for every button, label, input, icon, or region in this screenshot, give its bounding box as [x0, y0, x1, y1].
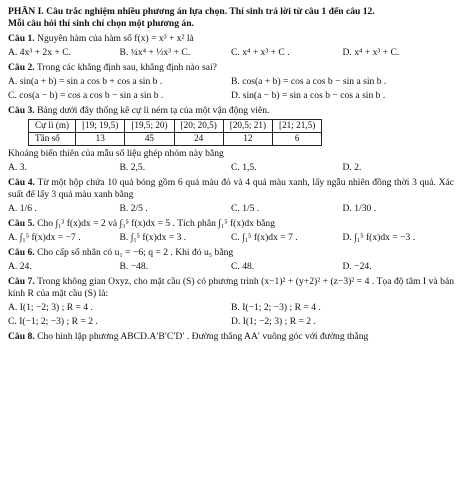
option-c[interactable]: C. ∫₁⁵ f(x)dx = 7 .: [231, 231, 298, 243]
q2-options-row1: [8, 76, 454, 88]
option-c[interactable]: C. x⁴ + x³ + C .: [231, 46, 290, 58]
option-b[interactable]: B. ¼x⁴ + ⅓x³ + C.: [119, 46, 191, 58]
option-c[interactable]: C. I(−1; 2; −3) ; R = 2 .: [8, 315, 98, 327]
question-text: Trong các khẳng định sau, khẳng định nào sai?: [36, 61, 217, 73]
question-number: Câu 3.: [8, 104, 35, 116]
question-number: Câu 7.: [8, 275, 35, 287]
option-a[interactable]: A. 4x³ + 2x + C.: [8, 46, 72, 58]
question-text: Cho hình lập phương ABCD.A′B′C′D′ . Đường thẳng AA′ vuông góc với đường thẳng: [37, 330, 369, 342]
frequency-table: [28, 119, 322, 146]
table-cell: [21; 21,5): [273, 119, 322, 132]
question-1: [8, 33, 454, 45]
q6-options: [8, 261, 454, 273]
option-c[interactable]: C. cos(a − b) = cos a cos b − sin a sin b .: [8, 89, 164, 101]
option-c[interactable]: C. 1,5.: [231, 161, 257, 173]
question-4: [8, 177, 454, 201]
table-cell: 45: [125, 132, 174, 145]
option-b[interactable]: B. −48.: [119, 260, 149, 272]
option-a[interactable]: A. I(1; −2; 3) ; R = 4 .: [8, 301, 93, 313]
option-d[interactable]: D. I(1; −2; 3) ; R = 2 .: [231, 315, 316, 327]
q1-options: [8, 47, 454, 59]
q3-options: [8, 162, 454, 174]
question-7: [8, 276, 454, 300]
question-6: [8, 247, 454, 259]
question-number: Câu 8.: [8, 330, 35, 342]
table-cell: [20; 20,5): [174, 119, 223, 132]
table-cell: 24: [174, 132, 223, 145]
option-a[interactable]: A. ∫₁⁵ f(x)dx = −7 .: [8, 231, 81, 243]
question-2: [8, 62, 454, 74]
option-d[interactable]: D. −24.: [342, 260, 372, 272]
q4-options: [8, 203, 454, 215]
question-text: Bảng dưới đây thống kê cự li ném tạ của một vận động viên.: [37, 104, 270, 116]
q5-options: [8, 232, 454, 244]
question-text: Nguyên hàm của hàm số f(x) = x³ + x² là: [37, 32, 194, 44]
table-cell: [20,5; 21): [223, 119, 272, 132]
q7-options-row2: [8, 316, 454, 328]
table-row: [29, 119, 322, 132]
option-b[interactable]: B. ∫₁⁵ f(x)dx = 3 .: [119, 231, 187, 243]
option-b[interactable]: B. I(−1; 2; −3) ; R = 4 .: [231, 301, 321, 313]
table-cell: 13: [76, 132, 125, 145]
option-c[interactable]: C. 48.: [231, 260, 255, 272]
option-d[interactable]: D. 1/30 .: [342, 202, 377, 214]
question-number: Câu 4.: [8, 176, 35, 188]
q7-options-row1: [8, 302, 454, 314]
question-text: Trong không gian Oxyz, cho mặt cầu (S) có phương trình (x−1)² + (y+2)² + (z−3)² = 4 . Tọa độ tâm I và bán kính R của mặt cầu (S) là:: [8, 275, 454, 299]
question-5: [8, 218, 454, 230]
question-text: Cho ∫₁³ f(x)dx = 2 và ∫₃⁵ f(x)dx = 5 . Tích phân ∫₁⁵ f(x)dx bằng: [37, 217, 276, 229]
option-a[interactable]: A. 3.: [8, 161, 27, 173]
option-a[interactable]: A. sin(a + b) = sin a cos b + cos a sin b .: [8, 75, 163, 87]
question-text: Cho cấp số nhân có u₁ = −6; q = 2 . Khi đó u₅ bằng: [37, 246, 234, 258]
table-cell: 12: [223, 132, 272, 145]
question-text: Khoảng biến thiên của mẫu số liệu ghép nhóm này bằng: [8, 147, 224, 159]
option-b[interactable]: B. 2,5.: [119, 161, 146, 173]
table-cell: Tần số: [29, 132, 76, 145]
option-d[interactable]: D. 2.: [342, 161, 362, 173]
table-cell: [19; 19,5): [76, 119, 125, 132]
option-a[interactable]: A. 24.: [8, 260, 32, 272]
option-d[interactable]: D. sin(a − b) = sin a cos b − cos a sin b .: [231, 89, 386, 101]
option-a[interactable]: A. 1/6 .: [8, 202, 37, 214]
question-number: Câu 5.: [8, 217, 35, 229]
option-c[interactable]: C. 1/5 .: [231, 202, 260, 214]
question-text: Từ một hộp chứa 10 quả bóng gồm 6 quả màu đỏ và 4 quả màu xanh, lấy ngẫu nhiên đồng thời 3 quả. Xác suất để lấy 3 quả màu xanh bằng: [8, 176, 455, 200]
q2-options-row2: [8, 90, 454, 102]
table-row: [29, 132, 322, 145]
table-cell: [19,5; 20): [125, 119, 174, 132]
question-number: Câu 6.: [8, 246, 35, 258]
option-d[interactable]: D. ∫₁⁵ f(x)dx = −3 .: [342, 231, 416, 243]
table-cell: 6: [273, 132, 322, 145]
question-number: Câu 1.: [8, 32, 35, 44]
table-cell: Cự li (m): [29, 119, 76, 132]
question-3: [8, 105, 454, 117]
option-d[interactable]: D. x⁴ + x³ + C.: [342, 46, 400, 58]
question-8: [8, 331, 454, 343]
question-number: Câu 2.: [8, 61, 35, 73]
option-b[interactable]: B. cos(a + b) = cos a cos b − sin a sin b .: [231, 75, 387, 87]
section-title: PHẦN I. Câu trắc nghiệm nhiều phương án lựa chọn. Thí sinh trả lời từ câu 1 đến câu 12.: [8, 6, 375, 17]
section-instruction: Mỗi câu hỏi thí sinh chỉ chọn một phương án.: [8, 17, 194, 29]
option-b[interactable]: B. 2/5 .: [119, 202, 148, 214]
